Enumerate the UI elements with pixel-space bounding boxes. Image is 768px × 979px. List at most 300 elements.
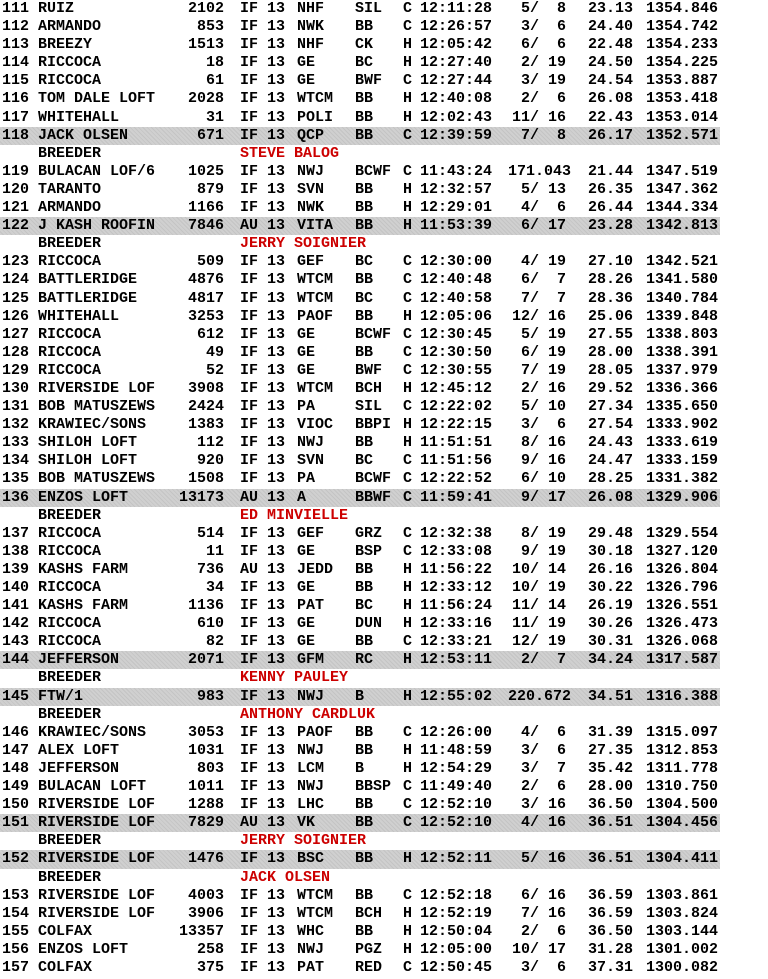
entry-rank: 9/ 19 (520, 542, 566, 560)
bird-color: BC (355, 452, 374, 470)
bird-color: BCWF (355, 162, 392, 180)
loft-name: BULACAN LOFT (38, 778, 147, 796)
arrival-time: 12:30:45 (420, 325, 493, 343)
distance-miles: 24.54 (587, 72, 633, 90)
result-position: 147 (2, 741, 30, 759)
result-row (0, 344, 720, 362)
result-row (0, 796, 720, 814)
speed-ypm: 1310.750 (645, 778, 718, 796)
bird-sex: H (403, 579, 413, 596)
entry-rank: 6/ 17 (520, 217, 566, 235)
result-row (0, 398, 720, 416)
bird-color: BCWF (355, 325, 392, 343)
bird-color: BCH (355, 379, 383, 397)
speed-ypm: 1336.366 (645, 379, 718, 397)
bird-sex: C (403, 289, 413, 307)
breeder-row (0, 869, 720, 887)
speed-ypm: 1317.587 (645, 651, 718, 669)
bird-color: BC (355, 289, 374, 307)
breeder-row (0, 669, 720, 687)
result-row (0, 127, 720, 145)
arrival-time: 11:56:22 (420, 560, 493, 578)
arrival-time: 12:27:40 (420, 54, 493, 72)
club-code: VIOC (297, 416, 334, 434)
band-year: IF 13 (240, 162, 286, 180)
band-number: 13173 (178, 488, 224, 506)
speed-ypm: 1338.803 (645, 325, 718, 343)
result-row (0, 36, 720, 54)
result-position: 131 (2, 398, 30, 416)
club-code: NWK (297, 199, 325, 217)
breeder-row (0, 145, 720, 163)
bird-color: B (355, 687, 365, 705)
speed-ypm: 1315.097 (645, 723, 718, 741)
bird-sex: H (403, 741, 413, 759)
entry-rank: 6/ 7 (520, 271, 566, 289)
entry-rank: 5/ 13 (520, 180, 566, 198)
band-year: IF 13 (240, 325, 286, 343)
band-number: 4817 (187, 289, 224, 307)
bird-color: BB (355, 796, 374, 814)
speed-ypm: 1342.813 (645, 217, 718, 235)
result-row (0, 615, 720, 633)
band-year: IF 13 (240, 379, 286, 397)
result-position: 144 (2, 651, 30, 669)
entry-rank: 3/ 19 (520, 72, 566, 90)
distance-miles: 34.51 (587, 687, 633, 705)
band-number: 736 (196, 560, 224, 578)
bird-sex: C (403, 271, 413, 289)
bird-sex: H (403, 90, 413, 108)
arrival-time: 11:56:24 (420, 597, 493, 615)
band-number: 49 (205, 343, 224, 361)
loft-name: JEFFERSON (38, 759, 120, 777)
arrival-time: 12:55:02 (420, 687, 493, 705)
loft-name: WHITEHALL (38, 307, 120, 325)
club-code: GE (297, 343, 316, 361)
speed-ypm: 1341.580 (645, 271, 718, 289)
result-position: 117 (2, 108, 30, 126)
entry-rank: 2/ 7 (520, 651, 566, 669)
club-code: NWJ (297, 778, 325, 796)
result-position: 156 (2, 940, 30, 958)
band-year: IF 13 (240, 18, 286, 36)
arrival-time: 12:52:19 (420, 904, 493, 922)
result-position: 134 (2, 452, 30, 470)
loft-name: ARMANDO (38, 199, 102, 217)
loft-name: RICCOCA (38, 325, 102, 343)
loft-name: RICCOCA (38, 615, 102, 633)
breeder-name: JERRY SOIGNIER (240, 235, 367, 253)
loft-name: J KASH ROOFIN (38, 217, 156, 235)
result-position: 132 (2, 416, 30, 434)
band-number: 52 (205, 361, 224, 379)
distance-miles: 27.10 (587, 253, 633, 271)
result-row (0, 959, 720, 977)
entry-rank: 12/ 16 (511, 307, 566, 325)
entry-rank: 7/ 16 (520, 904, 566, 922)
club-code: WTCM (297, 271, 334, 289)
distance-miles: 30.26 (587, 615, 633, 633)
distance-miles: 26.08 (587, 488, 633, 506)
band-number: 7829 (187, 814, 224, 832)
distance-miles: 30.18 (587, 542, 633, 560)
entry-rank: 3/ 6 (520, 416, 566, 434)
result-position: 111 (2, 0, 30, 17)
result-row (0, 525, 720, 543)
bird-color: BB (355, 126, 374, 144)
entry-rank: 3/ 16 (520, 796, 566, 814)
bird-sex: C (403, 488, 413, 506)
entry-rank: 2/ 6 (520, 90, 566, 108)
band-year: IF 13 (240, 687, 286, 705)
speed-ypm: 1329.554 (645, 524, 718, 542)
speed-ypm: 1342.521 (645, 253, 718, 271)
band-year: IF 13 (240, 723, 286, 741)
loft-name: RIVERSIDE LOF (38, 796, 156, 814)
result-row (0, 597, 720, 615)
breeder-row (0, 706, 720, 724)
bird-color: DUN (355, 615, 383, 633)
result-position: 152 (2, 850, 30, 868)
club-code: NWJ (297, 162, 325, 180)
distance-miles: 30.22 (587, 579, 633, 596)
entry-rank: 4/ 6 (520, 723, 566, 741)
band-number: 1508 (187, 470, 224, 488)
result-row (0, 217, 720, 235)
arrival-time: 12:30:00 (420, 253, 493, 271)
loft-name: RIVERSIDE LOF (38, 904, 156, 922)
club-code: PA (297, 398, 316, 416)
club-code: LHC (297, 796, 325, 814)
entry-rank: 5/ 19 (520, 325, 566, 343)
distance-miles: 29.48 (587, 524, 633, 542)
band-year: IF 13 (240, 904, 286, 922)
arrival-time: 12:39:59 (420, 126, 493, 144)
bird-color: BB (355, 217, 374, 235)
band-number: 853 (196, 18, 224, 36)
band-year: IF 13 (240, 289, 286, 307)
distance-miles: 30.31 (587, 633, 633, 651)
bird-sex: C (403, 253, 413, 271)
speed-ypm: 1333.619 (645, 434, 718, 452)
entry-rank: 6/ 10 (520, 470, 566, 488)
speed-ypm: 1347.519 (645, 162, 718, 180)
bird-color: BB (355, 307, 374, 325)
breeder-row (0, 832, 720, 850)
club-code: WTCM (297, 904, 334, 922)
bird-sex: C (403, 18, 413, 36)
bird-color: BBWF (355, 488, 392, 506)
arrival-time: 12:32:38 (420, 524, 493, 542)
arrival-time: 12:50:04 (420, 922, 493, 940)
result-row (0, 850, 720, 868)
result-row (0, 362, 720, 380)
band-year: IF 13 (240, 850, 286, 868)
loft-name: RICCOCA (38, 633, 102, 651)
bird-sex: C (403, 0, 413, 17)
bird-sex: C (403, 886, 413, 904)
entry-rank: 2/ 6 (520, 778, 566, 796)
distance-miles: 26.08 (587, 90, 633, 108)
result-row (0, 109, 720, 127)
result-position: 112 (2, 18, 30, 36)
arrival-time: 11:51:56 (420, 452, 493, 470)
bird-sex: C (403, 126, 413, 144)
distance-miles: 34.24 (587, 651, 633, 669)
result-row (0, 561, 720, 579)
bird-sex: H (403, 379, 413, 397)
loft-name: TOM DALE LOFT (38, 90, 156, 108)
loft-name: ARMANDO (38, 18, 102, 36)
result-position: 141 (2, 597, 30, 615)
bird-color: BB (355, 180, 374, 198)
distance-miles: 21.44 (587, 162, 633, 180)
result-row (0, 814, 720, 832)
breeder-label: BREEDER (38, 669, 102, 687)
result-position: 143 (2, 633, 30, 651)
result-position: 137 (2, 524, 30, 542)
loft-name: JEFFERSON (38, 651, 120, 669)
loft-name: BOB MATUSZEWS (38, 470, 156, 488)
arrival-time: 12:50:45 (420, 958, 493, 976)
loft-name: BULACAN LOF/6 (38, 162, 156, 180)
bird-color: BC (355, 253, 374, 271)
band-number: 4876 (187, 271, 224, 289)
loft-name: BATTLERIDGE (38, 271, 138, 289)
loft-name: ENZOS LOFT (38, 940, 129, 958)
arrival-time: 12:52:10 (420, 796, 493, 814)
result-position: 125 (2, 289, 30, 307)
result-position: 126 (2, 307, 30, 325)
band-year: IF 13 (240, 54, 286, 72)
loft-name: BREEZY (38, 36, 93, 54)
entry-rank: 11/ 14 (511, 597, 566, 615)
result-position: 115 (2, 72, 30, 90)
band-year: IF 13 (240, 796, 286, 814)
arrival-time: 12:26:00 (420, 723, 493, 741)
result-row (0, 941, 720, 959)
band-year: IF 13 (240, 615, 286, 633)
result-row (0, 181, 720, 199)
result-position: 118 (2, 126, 30, 144)
bird-color: BSP (355, 542, 383, 560)
arrival-time: 11:59:41 (420, 488, 493, 506)
distance-miles: 28.00 (587, 343, 633, 361)
bird-sex: H (403, 759, 413, 777)
bird-sex: H (403, 850, 413, 868)
arrival-time: 12:11:28 (420, 0, 493, 17)
club-code: GEF (297, 524, 325, 542)
loft-name: COLFAX (38, 958, 93, 976)
arrival-time: 12:52:18 (420, 886, 493, 904)
band-number: 34 (205, 579, 224, 596)
band-number: 11 (205, 542, 224, 560)
speed-ypm: 1311.778 (645, 759, 718, 777)
band-year: IF 13 (240, 633, 286, 651)
entry-rank: 5/ 16 (520, 850, 566, 868)
breeder-label: BREEDER (38, 144, 102, 162)
band-year: AU 13 (240, 488, 286, 506)
entry-rank: 171.043 (508, 162, 572, 180)
speed-ypm: 1333.159 (645, 452, 718, 470)
loft-name: RUIZ (38, 0, 75, 17)
distance-miles: 36.59 (587, 904, 633, 922)
band-year: IF 13 (240, 651, 286, 669)
bird-sex: H (403, 940, 413, 958)
bird-color: BB (355, 741, 374, 759)
distance-miles: 24.40 (587, 18, 633, 36)
bird-sex: H (403, 108, 413, 126)
result-position: 130 (2, 379, 30, 397)
result-position: 142 (2, 615, 30, 633)
result-position: 149 (2, 778, 30, 796)
club-code: SVN (297, 180, 325, 198)
bird-color: BB (355, 814, 374, 832)
bird-sex: C (403, 633, 413, 651)
result-row (0, 887, 720, 905)
loft-name: JACK OLSEN (38, 126, 129, 144)
band-number: 803 (196, 759, 224, 777)
bird-sex: C (403, 470, 413, 488)
speed-ypm: 1326.551 (645, 597, 718, 615)
entry-rank: 4/ 16 (520, 814, 566, 832)
result-position: 136 (2, 488, 30, 506)
entry-rank: 7/ 8 (520, 126, 566, 144)
club-code: LCM (297, 759, 325, 777)
club-code: NHF (297, 0, 325, 17)
band-year: IF 13 (240, 72, 286, 90)
band-year: IF 13 (240, 958, 286, 976)
distance-miles: 27.34 (587, 398, 633, 416)
entry-rank: 11/ 16 (511, 108, 566, 126)
bird-sex: C (403, 778, 413, 796)
arrival-time: 11:48:59 (420, 741, 493, 759)
breeder-label: BREEDER (38, 832, 102, 850)
arrival-time: 12:53:11 (420, 651, 493, 669)
breeder-label: BREEDER (38, 235, 102, 253)
loft-name: RIVERSIDE LOF (38, 814, 156, 832)
club-code: WTCM (297, 289, 334, 307)
result-row (0, 380, 720, 398)
bird-sex: H (403, 217, 413, 235)
bird-color: BWF (355, 361, 383, 379)
bird-color: BB (355, 633, 374, 651)
result-position: 135 (2, 470, 30, 488)
band-number: 612 (196, 325, 224, 343)
entry-rank: 5/ 8 (520, 0, 566, 17)
result-position: 128 (2, 343, 30, 361)
bird-sex: C (403, 72, 413, 90)
bird-color: SIL (355, 0, 383, 17)
arrival-time: 12:05:00 (420, 940, 493, 958)
distance-miles: 26.19 (587, 597, 633, 615)
bird-sex: H (403, 307, 413, 325)
result-position: 150 (2, 796, 30, 814)
arrival-time: 12:27:44 (420, 72, 493, 90)
arrival-time: 12:33:21 (420, 633, 493, 651)
result-position: 119 (2, 162, 30, 180)
result-position: 138 (2, 542, 30, 560)
band-year: IF 13 (240, 343, 286, 361)
result-row (0, 199, 720, 217)
band-number: 2028 (187, 90, 224, 108)
band-number: 258 (196, 940, 224, 958)
distance-miles: 28.00 (587, 778, 633, 796)
speed-ypm: 1335.650 (645, 398, 718, 416)
breeder-label: BREEDER (38, 705, 102, 723)
loft-name: WHITEHALL (38, 108, 120, 126)
distance-miles: 31.28 (587, 940, 633, 958)
result-row (0, 470, 720, 488)
bird-sex: C (403, 723, 413, 741)
distance-miles: 35.42 (587, 759, 633, 777)
band-year: IF 13 (240, 271, 286, 289)
speed-ypm: 1353.887 (645, 72, 718, 90)
club-code: POLI (297, 108, 334, 126)
result-position: 145 (2, 687, 30, 705)
result-position: 129 (2, 361, 30, 379)
band-number: 1011 (187, 778, 224, 796)
loft-name: RICCOCA (38, 54, 102, 72)
bird-sex: H (403, 36, 413, 54)
bird-color: BBPI (355, 416, 392, 434)
arrival-time: 12:05:42 (420, 36, 493, 54)
club-code: JEDD (297, 560, 334, 578)
bird-color: BB (355, 18, 374, 36)
arrival-time: 12:22:02 (420, 398, 493, 416)
band-year: IF 13 (240, 886, 286, 904)
entry-rank: 2/ 6 (520, 922, 566, 940)
speed-ypm: 1326.068 (645, 633, 718, 651)
result-row (0, 724, 720, 742)
result-position: 113 (2, 36, 30, 54)
loft-name: RIVERSIDE LOF (38, 379, 156, 397)
club-code: GE (297, 542, 316, 560)
arrival-time: 12:45:12 (420, 379, 493, 397)
arrival-time: 12:40:58 (420, 289, 493, 307)
speed-ypm: 1353.014 (645, 108, 718, 126)
arrival-time: 12:05:06 (420, 307, 493, 325)
distance-miles: 27.54 (587, 416, 633, 434)
result-position: 157 (2, 958, 30, 976)
speed-ypm: 1339.848 (645, 307, 718, 325)
bird-color: BCWF (355, 470, 392, 488)
speed-ypm: 1316.388 (645, 687, 718, 705)
band-year: IF 13 (240, 434, 286, 452)
club-code: NHF (297, 36, 325, 54)
arrival-time: 11:51:51 (420, 434, 493, 452)
band-number: 3906 (187, 904, 224, 922)
distance-miles: 28.36 (587, 289, 633, 307)
bird-sex: C (403, 958, 413, 976)
speed-ypm: 1326.473 (645, 615, 718, 633)
band-year: IF 13 (240, 778, 286, 796)
arrival-time: 11:49:40 (420, 778, 493, 796)
entry-rank: 9/ 17 (520, 488, 566, 506)
band-number: 4003 (187, 886, 224, 904)
result-row (0, 923, 720, 941)
loft-name: KASHS FARM (38, 597, 129, 615)
speed-ypm: 1331.382 (645, 470, 718, 488)
loft-name: RIVERSIDE LOF (38, 886, 156, 904)
band-number: 7846 (187, 217, 224, 235)
entry-rank: 3/ 6 (520, 18, 566, 36)
arrival-time: 12:52:11 (420, 850, 493, 868)
speed-ypm: 1340.784 (645, 289, 718, 307)
club-code: PAT (297, 958, 325, 976)
speed-ypm: 1326.796 (645, 579, 718, 596)
